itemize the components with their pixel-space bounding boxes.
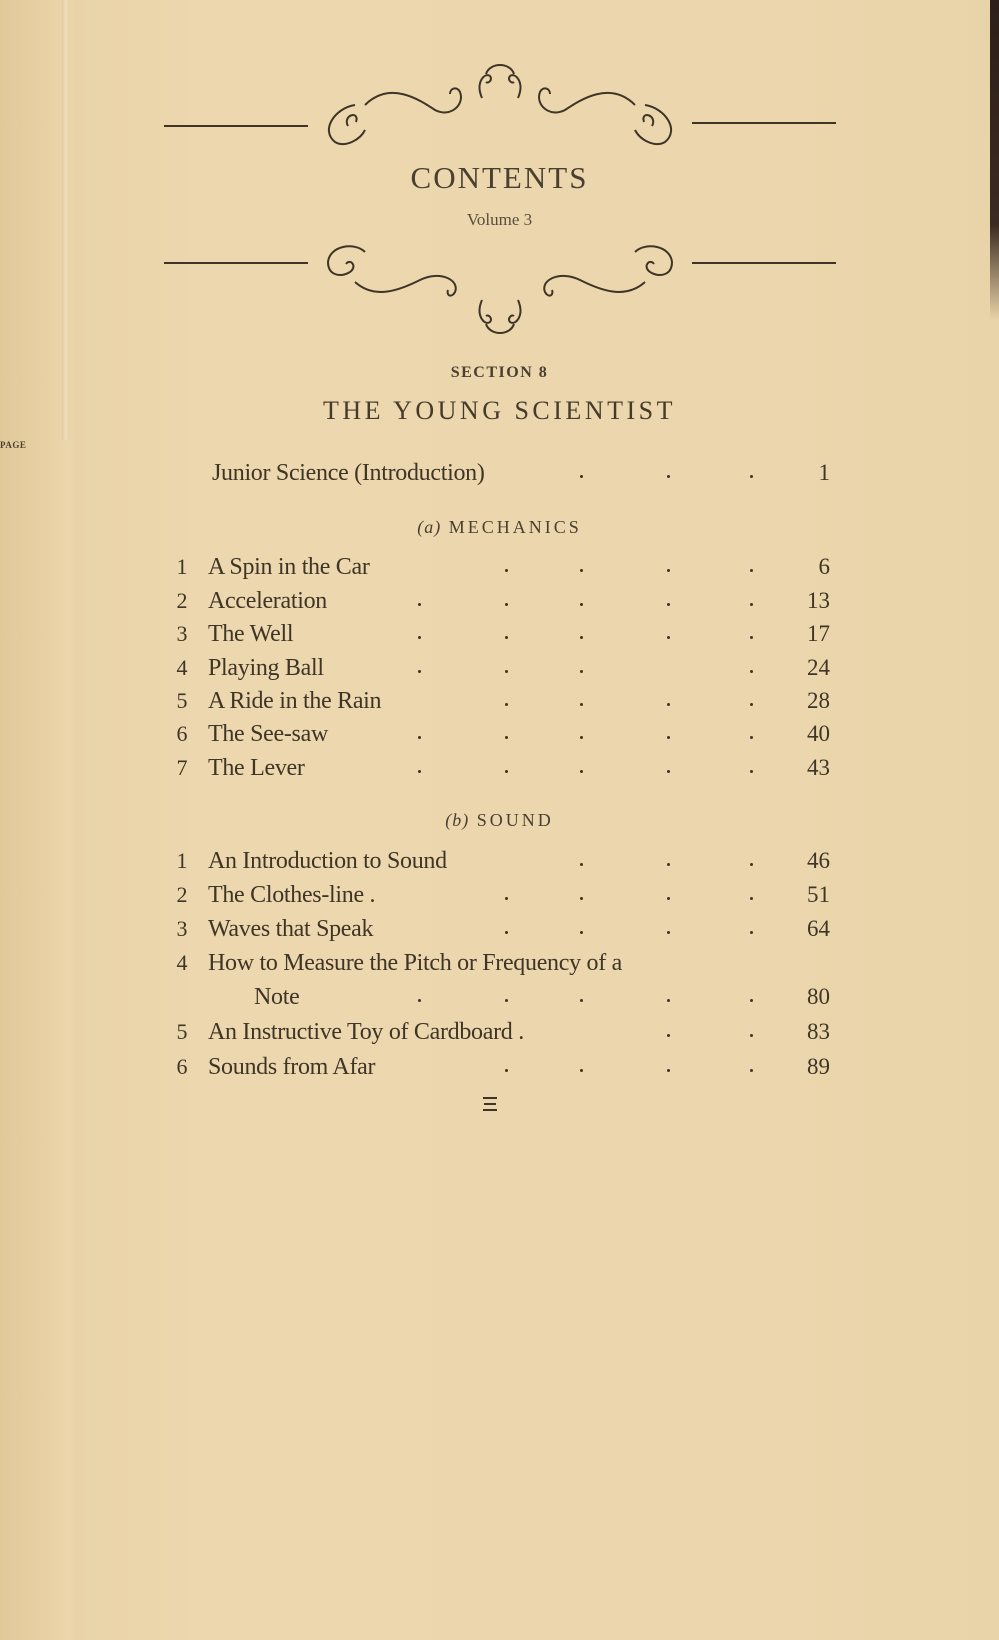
leader-dots — [170, 1015, 770, 1049]
entry-page: 1 — [818, 460, 830, 485]
leader-dots — [170, 584, 770, 618]
toc-entry: 4 Playing Ball 24 — [170, 651, 830, 685]
leader-dots — [170, 751, 770, 785]
toc-entry: 1 A Spin in the Car 6 — [170, 550, 830, 584]
leader-dots — [170, 550, 770, 584]
toc-entry-continuation: Note 80 — [170, 980, 830, 1014]
toc-entry: 2 The Clothes-line . 51 — [170, 878, 830, 912]
toc-entry: 6 Sounds from Afar 89 — [170, 1050, 830, 1084]
leader-dots — [170, 684, 770, 718]
leader-dots — [170, 912, 770, 946]
subsection-heading-mechanics: (a) MECHANICS — [417, 517, 582, 537]
entry-title: Junior Science (Introduction) — [212, 460, 485, 486]
leader-dots — [170, 456, 770, 490]
toc-entry: 3 The Well 17 — [170, 617, 830, 651]
leader-dots — [170, 717, 770, 751]
page-column-header: PAGE — [0, 440, 999, 1640]
section-title: THE YOUNG SCIENTIST — [323, 396, 676, 425]
bottom-flourish-ornament — [160, 230, 840, 340]
leader-dots — [170, 980, 770, 1014]
toc-entry: 6 The See-saw 40 — [170, 717, 830, 751]
toc-entry: 2 Acceleration 13 — [170, 584, 830, 618]
subsection-heading-sound: (b) SOUND — [445, 810, 554, 830]
toc-entry: 1 An Introduction to Sound 46 — [170, 844, 830, 878]
page-folio-numeral — [483, 1097, 497, 1111]
toc-entry: 5 An Instructive Toy of Cardboard . 83 — [170, 1015, 830, 1049]
toc-entry: 3 Waves that Speak 64 — [170, 912, 830, 946]
section-number: SECTION 8 — [450, 364, 549, 381]
leader-dots — [170, 878, 770, 912]
leader-dots — [170, 844, 770, 878]
toc-entry-intro — [170, 456, 830, 490]
leader-dots — [170, 617, 770, 651]
page-title: CONTENTS — [410, 160, 589, 195]
leader-dots — [170, 651, 770, 685]
volume-label: Volume 3 — [466, 210, 533, 229]
toc-entry: 5 A Ride in the Rain 28 — [170, 684, 830, 718]
top-flourish-ornament — [160, 60, 840, 160]
toc-entry: 7 The Lever 43 — [170, 751, 830, 785]
toc-entry: 4 How to Measure the Pitch or Frequency of a — [176, 950, 622, 976]
leader-dots — [170, 1050, 770, 1084]
